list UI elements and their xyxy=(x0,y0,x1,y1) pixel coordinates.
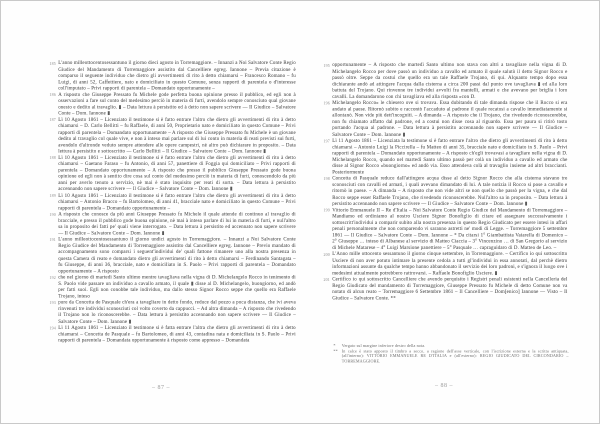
page-left xyxy=(45,60,299,358)
page-left-entries xyxy=(45,60,298,344)
entry-text: Lì 10 Agosto 1861 – Licenziato il testimone si è fatto entrare l'altro che dietro gli avvertimenti di rito à detto chiamarsi – D. Carlo Bellitti – fu Raffaele, di anni 50, Proprietario nato e domiciliato in questo Comune – Privi rapporti di parentela – Domandato opportunamente – A risposto che Giuseppe Pressato fu Michele è un giovane dedito al travaglio col quale vive, e non à inteso mai parlare sul di lui conto in materia di reati previsti sui furti, avendolo d'altronde veduto sempre attendere alle opere campestri, nè altro può dichiarare in proposito. – Data lettura à persistito e sottoscritto — Carlo Bellitti – Il Giudice – Salvatore Conte – Dom. Iannone ▮ xyxy=(58,116,296,154)
entry-margin-number: 198 xyxy=(323,176,330,182)
page-right-entries xyxy=(319,62,570,301)
entry-text: pure da Concetta de Pasquale ch'era a tavagliare in detto fondo, reduce dal pozzo a poca distanza, che ivi aveva rinvenuti tre individui sconosciuti col volto coverto da cappucci. – Ad altra dimanda – A risposto che rivedendo il Trojano non lo riconoscerebbe. – Data lettura à persistito accennando non sapere scrivere — Il Giudice – Salvatore Conte – Dom. Iannone ▮ xyxy=(58,299,296,324)
page-right xyxy=(319,62,571,340)
entry xyxy=(323,62,568,100)
page-right-scalewrap xyxy=(319,62,570,301)
entry-margin-number: 188 xyxy=(49,156,56,161)
entry xyxy=(49,236,296,274)
entry xyxy=(323,175,568,207)
entry-margin-number: 193 xyxy=(49,300,56,306)
entry-text: Lì 11 Agosto 1861 – Licenziato il testimone si è fatta entrare l'altra che dietro gli avvertimenti di rito à detto chiamarsi – Concetta de Pasquale – fu Bartolomeo, di anni 43, contadina nata e domiciliata in S. Paolo – Privi rapporti di parentela – Domandata opportunamente à risposto come appresso – Domandata xyxy=(58,324,296,343)
entry-margin-number: 185 xyxy=(49,61,56,66)
entry-text: L'anno milleottocentosessantuno il giorno dieci agosto in Torremaggiore. – Innanzi a Noi Salvatore Conte Regio Giudice del Mandamento di Torremaggiore assistito dal Cancelliere egreg. Iannone – Previa citazione è comparso il seguente individuo che dietro gli avvertimenti di rito à detto chiamarsi – Francesco Romano – fu Luigi, di anni 52, Caffettiere, nato e domiciliato in questo Comune, senza rapporti di parentela o d'interesse coll'imputato – Privi rapporti di parentela – Domandato opportunamente – xyxy=(58,60,296,91)
entry-margin-number: 192 xyxy=(49,275,56,280)
entry-margin-number: 201 xyxy=(323,277,330,282)
entry-text: Certifico io qui sottoscritto Cancelliere che avendo perquisito i Registri penali esistenti nella Cancelleria del Regio Giudicato del mandamento di Torremaggiore, Giuseppe Pressato fu Michele di detto Comune non va notato di alcun reato – Torremaggiore 6 Settembre 1861 – Il Cancelliere – Dom[enico] Iannone — Visto – Il Giudice – Salvatore Conte. ** xyxy=(332,276,568,301)
footnotes-list xyxy=(331,344,569,365)
page-number-left: – 87 – xyxy=(152,385,170,391)
footnotes-scalewrap xyxy=(331,344,569,365)
entry-text: Lì 11 Agosto 1861 – Licenziata la testimone si è fatto entrare l'altro che dietro gli avvertimenti di rito à detto chiamarsi – Antonio Luigi la Piccirella – fu Matteo di anni 35, bracciale nato e domiciliato in S. Paolo – Privi rapporti di parentela – Domandato opportunamente – A risposto ch'egli trovavasi a tavagliare nella vigna di D. Michelangelo Rocco, quando nel martedì Santo ultimo passò per colà un individuo a cavallo ed armato che disse al Signor Rocco «buongiorno» ed andò via. Esso attendeva colà al travaglio insieme ad altri braccianti. Posteriormente xyxy=(332,137,568,175)
entry xyxy=(49,299,296,324)
footnote-mark: * xyxy=(333,344,336,349)
page-number-right: – 88 – xyxy=(435,383,453,389)
entry xyxy=(323,99,568,138)
entry-margin-number: 191 xyxy=(49,237,56,243)
entry-text: Lì 10 Agosto 1861 – Licenziato il testimone si è fatto entrare l'altro che dietro gli avvertimenti di rito à detto chiamarsi – Gaetano Faraso – fu Antonio, di anni 57, panettiere di Foggia qui domiciliato – Privi rapporti di parentela – Domandato opportunamente – A risposto che presso il pubblico Giuseppe Pressato gode buona opinione ed egli non à sentito dire cosa sul conto del medesimo perciò in materia di furti, conoscendolo da più anni per averlo tenuto a servizio, nè mai è stato inquisito per reati di sorta. – Data lettura à persistito accennando non sapere scrivere — Il Giudice – Salvatore Conte – Dom. Iannone ▮ xyxy=(58,154,296,192)
page-left-scalewrap xyxy=(45,60,298,344)
entry-text: Vittorio Emmanuele II – Re d'Italia – Noi Salvatore Conte Regio Giudice del Mandamento di Torremaggiore – Mandiamo ed ordiniamo al nostro Usciere Signor Bonofiglio di citare ed assegnare successivamente i sottoscritt'individui a comparir subito alla nostra presenza in questo Regio Giudicato per essere intesi in affari penali personalmente che non comparendo vi saranno astretti ne' modi di Legge. – Torremaggiore 5 settembre 1861 — Il Giudice – Salvatore Conte – Dom. Iannone – * Da citarsi 1° Giambattista Vaiarella di Domenico – 2° Giuseppe … inteso di Albanese al servizio di Matteo Ciaccia – 3° Vincenzino … di San Gregorio al servizio di Michele Matarese – 4° Luigi Marsione panettiere – 5° Pasquale … capraguidaro di D. Matteo de Leo. – xyxy=(332,206,568,251)
entry xyxy=(49,91,296,117)
footnote-text: In calce è stato apposto il timbro a secco, a ragione dell'asse verticale, con l'iscrizione esterna e la scritta antiquata, (all'interno): VITTORIO EMMANUELE RE D'ITALIA e (all'esterno): REGIO GIUDICATO DEL CIRCONDARIO – TORREMAGGIORE. xyxy=(341,349,569,364)
entry-margin-number: 190 xyxy=(49,212,56,217)
entry-text: A risposto che Giuseppe Pressato fu Michele gode perfetta buona opinione presso il pubblico, ed egli non à osservazioni a fare sul conto del medesimo perciò in materia di furti, avendolo sempre conosciuto qual giovane onesto e dedito al travaglio. ▮ – Data lettura à persistito ed à detto non sapere scrivere — Il Giudice – Salvatore Conte – Dom. Iannone ▮ xyxy=(58,91,296,116)
entry-margin-number: 199 xyxy=(323,208,330,213)
entry-text: che nel giorno di martedì Santo ultimo mentre tavagliava nella vigna di D. Michelangelo Rocco in tenimento di S. Paolo vide passare un individuo a cavallo armato, il quale ▮ disse al D. Michelangelo, buongiorno, ed andò per fatti suoi. Egli non conobbe tale individuo, ma dallo stesso Signor Rocco seppe che quello era Raffaele Trojano, inteso xyxy=(58,274,296,299)
entry-margin-number: 186 xyxy=(49,93,56,98)
footnotes-block xyxy=(331,344,569,370)
entry-text: L'Anno mille ottocento sessantuno il giorno cinque settembre, in Torremaggiore. – Certifico io qui sottoscritto Usciere di non aver potuto intimare la presente cedola a tutti gl'individui in essa annotati, dal perchè dietro informazioni assunte da qualche tempo hanno abbandonato il servizio dei loro padroni, e s'ignora il luogo ove i medesimi attualmente potrebbero rattrovarsi. – Raffaele Bonofiglio Usciere. ▮ xyxy=(332,251,568,276)
entry xyxy=(49,274,296,299)
entry xyxy=(49,192,296,211)
entry-margin-number: 189 xyxy=(49,193,56,198)
footnote xyxy=(331,349,569,364)
entry xyxy=(323,251,568,276)
entry xyxy=(49,60,296,92)
entry-margin-number: 195 xyxy=(323,63,330,68)
entry-text: L'anno milleottocentosessantuno il giorno undici agosto in Torremaggiore. – Innanzi a Noi Salvatore Conte Regio Giudice del Mandamento di Torremaggiore assistito dal Cancelliere egreg. Iannone – Previo mandato di accompagnamento sono comparsi i seguent'individui de' quali fattone rimanere uno alla nostra presenza in questa Camera di reato e domandato dietro gli avvertimenti di rito à detto chiamarsi – Ferdinando Santagata – fu Giuseppe, di anni 36, bracciale, nato e domiciliato in S. Paolo – Privi rapporti di parentela – Domandato opportunamente – A risposto xyxy=(58,236,296,274)
entry xyxy=(49,154,296,193)
entry-text: Concetta di Pasquale reduce dall'attingere acqua disse al detto Signor Rocco che alla cisterna stavano tre sconosciuti con cavalli ed armati, i quali avevano dimandato di lui. A tale notizia il Rocco si pose a cavallo e ritornò in paese. – A dimanda – A risposto che non vide altri se non quello che passò per la vigna, e che dal Rocco seppe esser Raffaele Trojano, che rivedendo riconoscerebbe. Null'altro sa in proposito. – Data lettura à persistito accennando non sapere scrivere — Il Giudice – Salvatore Conte – Dom. Iannone ▮ xyxy=(332,175,568,206)
entry-margin-number: 200 xyxy=(323,252,330,257)
entry xyxy=(323,276,568,301)
entry-text: Michelangelo Rocco» le chiesero ove si trovava. Essa dubitando di tale dimanda rispose che il Rocco si era andato al paese. Ritornò subito e raccontò l'accaduto al padrone il quale recatosi a cavallo immediatamente si allontanò. Non vide più dett'incogniti. – A dimanda – A risposto che il Trojano, che rivedendo riconoscerebbe, non fu chiamato affatto dal padrone, ed a costui non disse cosa al riguardo. Essa per paura si ritirò tosto portando l'acqua al padrone. – Data lettura à persistito accennando non sapere scrivere — Il Giudice – Salvatore Conte – Dom. Iannone ▮ xyxy=(332,99,568,137)
entry xyxy=(49,324,296,344)
entry xyxy=(323,137,568,176)
entry xyxy=(323,206,568,251)
entry-margin-number: 187 xyxy=(49,118,56,123)
footnote-mark: ** xyxy=(333,349,338,354)
entry xyxy=(49,211,296,236)
footnote-text: Vergato sul margine inferiore destro della nota. xyxy=(341,344,426,349)
entry-text: A risposto che conosce da più anni Giuseppe Pressato fu Michele il quale attende di continuo al travaglio di bracciale, e presso il pubblico gode buona opinione, nè mai à inteso parlare di lui in materia di furti, e null'altro sa in proposito dei fatti pe' quali viene interrogato. – Data lettura à persistito ed accennato non sapere scrivere — Il Giudice – Salvatore Conte – Dom. Iannone ▮ xyxy=(58,211,296,236)
entry-margin-number: 194 xyxy=(49,326,56,331)
entry-margin-number: 197 xyxy=(323,139,330,144)
entry-margin-number: 196 xyxy=(323,101,330,106)
entry-text: opportunamente – A risposto che martedì Santo ultimo non stava con altri a tavagliare nella vigna di D. Michelangelo Rocco per dove passò un individuo a cavallo ed armato il quale salutò il detto Signor Rocco e passò oltre. Seppe da costui che quello era un tale Raffaele Trojano, di qui. Alquanto tempo dopo essa dichiarante andò ad attingere l'acqua dalla cisterna a circa 200 passi dal punto ove tavagliava ▮ ed alla loro battuta del Trojano. Qui rinvenne tre individui avvolti fra mantelli, armati e che avevano per briglia i loro cavalli. La domandarono con chi tavagliava ed alla risposta «con D. xyxy=(332,62,568,99)
entry-text: Lì 10 Agosto 1861 – Licenziato il testimone si è fatto entrare l'altro che dietro gli avvertimenti di rito à detto chiamarsi – Antonio Bracco – fu Bartolomeo, di anni 41, bracciale nato e domiciliato in questo Comune – Privi rapporti di parentela – Domandato opportunamente – xyxy=(58,192,296,211)
entry xyxy=(49,116,296,155)
